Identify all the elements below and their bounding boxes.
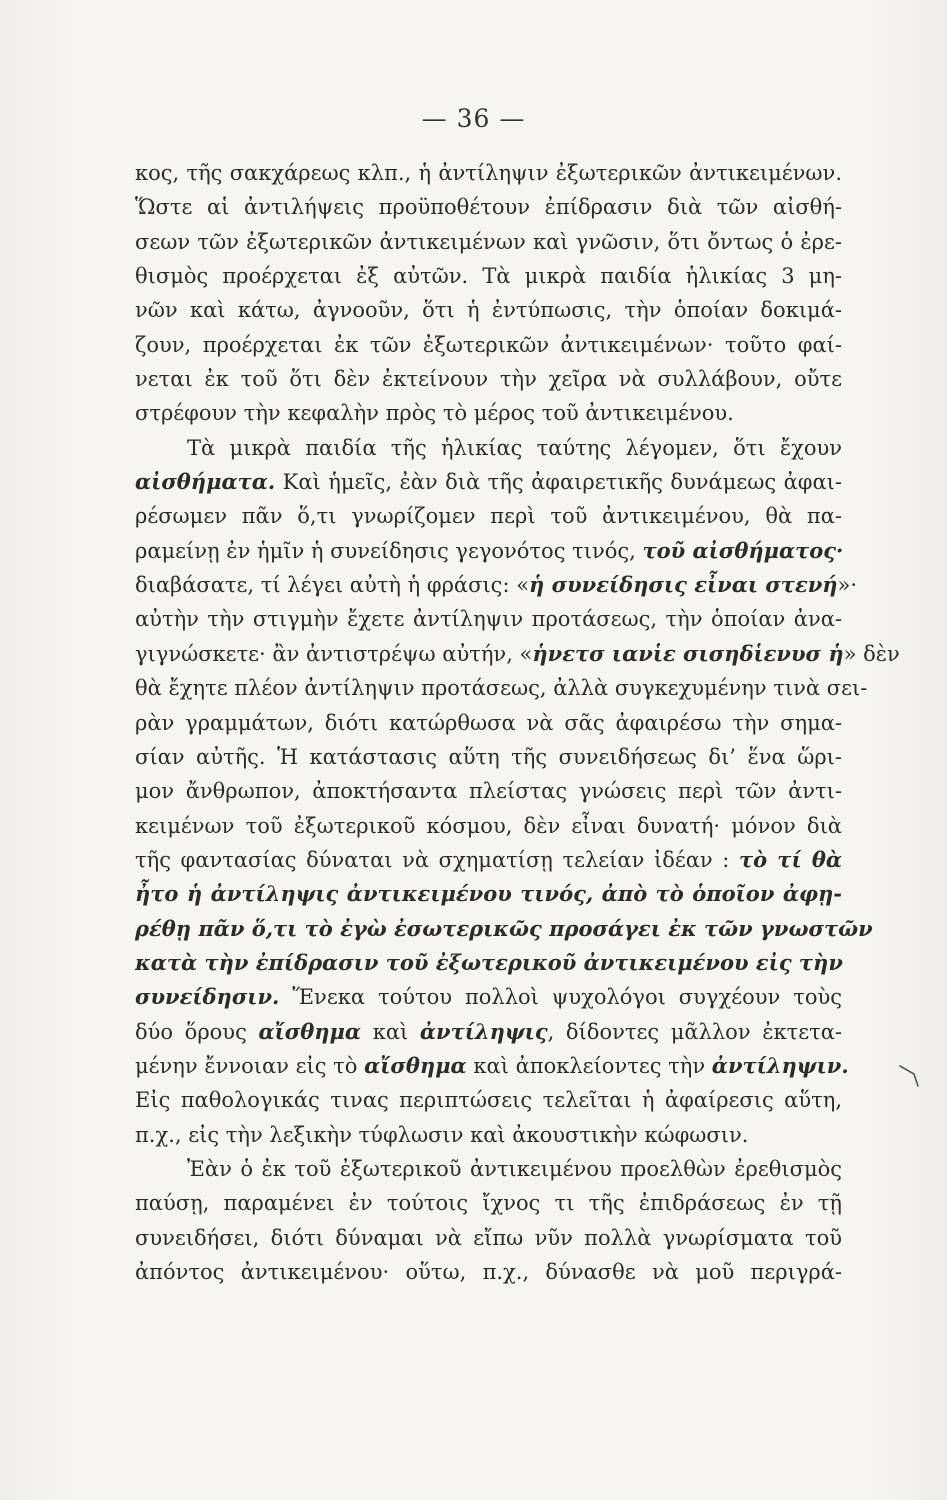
text-line-12 (135, 534, 842, 568)
text-segment: αὐτὴν τὴν στιγμὴν ἔχετε ἀντίληψιν προτάσεως, τὴν ὁποίαν ἀνα- (135, 607, 842, 632)
text-line-4 (135, 259, 842, 293)
text-line-30 (135, 1152, 842, 1186)
text-segment: Ἐὰν ὁ ἐκ τοῦ ἐξωτερικοῦ ἀντικειμένου προελθὼν ἐρεθισμὸς (187, 1156, 842, 1181)
text-segment: νῶν καὶ κάτω, ἀγνοοῦν, ὅτι ἡ ἐντύπωσις, τὴν ὁποίαν δοκιμά- (135, 298, 842, 323)
text-line-22 (135, 877, 842, 911)
text-segment: γιγνώσκετε· ἂν ἀντιστρέψω αὐτήν, « (135, 641, 533, 666)
text-line-21 (135, 843, 842, 877)
text-segment: ραμείνῃ ἐν ἡμῖν ἡ συνείδησις γεγονότος τινός, (135, 538, 643, 563)
emphasized-text: συνείδησιν. (135, 984, 280, 1010)
body-text (135, 156, 900, 1289)
text-line-26 (135, 1015, 842, 1049)
text-segment: καὶ ἀποκλείοντες τὴν (466, 1053, 712, 1078)
text-segment: » δὲν (843, 641, 900, 666)
text-segment: κος, τῆς σακχάρεως κλπ., ἡ ἀντίληψιν ἐξωτερικῶν ἀντικειμένων. (135, 161, 842, 185)
text-segment: θισμὸς προέρχεται ἐξ αὐτῶν. Τὰ μικρὰ παιδία ἡλικίας 3 μη- (135, 264, 842, 289)
emphasized-text: τὸ τί θὰ (738, 846, 843, 872)
emphasized-text: ρέθῃ πᾶν ὅ,τι τὸ ἐγὼ ἐσωτερικῶς προσάγει ἐκ τῶν γνωστῶν (135, 915, 873, 941)
text-line-23 (135, 912, 873, 946)
page-number: — 36 — (421, 104, 526, 133)
text-segment: Ἕνεκα τούτου πολλοὶ ψυχολόγοι συγχέουν τοὺς (279, 985, 842, 1010)
text-segment: θὰ ἔχητε πλέον ἀντίληψιν προτάσεως, ἀλλὰ συγκεχυμένην τινὰ σει- (135, 676, 868, 701)
text-segment: νεται ἐκ τοῦ ὅτι δὲν ἐκτείνουν τὴν χεῖρα νὰ συλλάβουν, οὔτε (135, 367, 842, 392)
text-line-11 (135, 499, 842, 533)
text-segment: τῆς φαντασίας δύναται νὰ σχηματίσῃ τελείαν ἰδέαν : (135, 847, 739, 872)
text-segment: καὶ (361, 1019, 420, 1044)
text-segment: ἀπόντος ἀντικειμένου· οὕτω, π.χ., δύνασθε νὰ μοῦ περιγρά- (135, 1260, 842, 1284)
text-segment: π.χ., εἰς τὴν λεξικὴν τύφλωσιν καὶ ἀκουστικὴν κώφωσιν. (135, 1122, 749, 1147)
emphasized-text: ἦτο ἡ ἀντίληψις ἀντικειμένου τινός, ἀπὸ τὸ ὁποῖον ἀφῃ- (135, 881, 842, 907)
text-line-18 (135, 740, 842, 774)
text-line-27 (135, 1049, 849, 1083)
emphasized-text: ἀντίληψις (419, 1018, 548, 1044)
text-segment: ρὰν γραμμάτων, διότι κατώρθωσα νὰ σᾶς ἀφαιρέσω τὴν σημα- (135, 710, 842, 735)
text-line-1 (135, 156, 842, 190)
text-segment: »· (837, 573, 858, 598)
text-segment: δύο ὅρους (135, 1019, 259, 1044)
text-line-28 (135, 1083, 842, 1117)
text-segment: στρέφουν τὴν κεφαλὴν πρὸς τὸ μέρος τοῦ ἀντικειμένου. (135, 401, 734, 426)
text-line-2 (135, 190, 842, 224)
text-segment: Τὰ μικρὰ παιδία τῆς ἡλικίας ταύτης λέγομεν, ὅτι ἔχουν (187, 435, 842, 460)
text-segment: μον ἄνθρωπον, ἀποκτήσαντα πλείστας γνώσεις περὶ τῶν ἀντι- (135, 779, 842, 804)
text-segment: μένην ἔννοιαν εἰς τὸ (135, 1053, 365, 1078)
text-line-5 (135, 293, 842, 327)
text-line-33 (135, 1255, 842, 1289)
text-line-8 (135, 396, 842, 430)
text-segment: , δίδοντες μᾶλλον ἐκτετα- (547, 1019, 843, 1044)
text-line-32 (135, 1221, 842, 1255)
text-line-17 (135, 706, 842, 740)
text-line-10 (135, 465, 842, 499)
text-segment: Καὶ ἡμεῖς, ἐὰν διὰ τῆς ἀφαιρετικῆς δυνάμεως ἀφαι- (275, 470, 842, 495)
text-segment: Ὥστε αἱ ἀντιλήψεις προϋποθέτουν ἐπίδρασιν διὰ τῶν αἰσθή- (135, 195, 842, 220)
emphasized-text: ἀντίληψιν. (711, 1052, 849, 1078)
text-segment: διαβάσατε, τί λέγει αὐτὴ ἡ φράσις: « (135, 573, 530, 598)
text-line-15 (135, 637, 900, 671)
text-line-29 (135, 1118, 842, 1152)
emphasized-text: αἰσθήματα. (135, 469, 276, 495)
emphasized-text: τοῦ αἰσθήματος· (642, 537, 844, 563)
text-line-14 (135, 602, 842, 636)
text-segment: σεων τῶν ἐξωτερικῶν ἀντικειμένων καὶ γνῶσιν, ὅτι ὄντως ὁ ἐρε- (135, 229, 842, 254)
margin-pencil-mark (898, 1062, 922, 1088)
text-line-13 (135, 568, 858, 602)
emphasized-text: αἴσθημα (364, 1052, 467, 1078)
emphasized-text: ἡνετσ ιανἱε σισηδἱενυσ ἡ (532, 640, 844, 666)
emphasized-text: κατὰ τὴν ἐπίδρασιν τοῦ ἐξωτερικοῦ ἀντικειμένου εἰς τὴν (135, 949, 843, 975)
text-segment: παύσῃ, παραμένει ἐν τούτοις ἴχνος τι τῆς ἐπιδράσεως ἐν τῇ (135, 1191, 842, 1216)
text-segment: ρέσωμεν πᾶν ὅ,τι γνωρίζομεν περὶ τοῦ ἀντικειμένου, θὰ πα- (135, 504, 842, 529)
text-segment: συνειδήσει, διότι δύναμαι νὰ εἴπω νῦν πολλὰ γνωρίσματα τοῦ (135, 1225, 842, 1250)
text-line-20 (135, 809, 842, 843)
text-line-6 (135, 328, 842, 362)
text-line-9 (135, 431, 842, 465)
text-line-7 (135, 362, 842, 396)
text-line-25 (135, 980, 842, 1014)
text-line-3 (135, 225, 842, 259)
text-segment: Εἰς παθολογικάς τινας περιπτώσεις τελεῖται ἡ ἀφαίρεσις αὕτη, (135, 1088, 842, 1113)
text-segment: κειμένων τοῦ ἐξωτερικοῦ κόσμου, δὲν εἶναι δυνατή· μόνον διὰ (135, 813, 842, 838)
text-segment: σίαν αὐτῆς. Ἡ κατάστασις αὕτη τῆς συνειδήσεως δι’ ἕνα ὥρι- (135, 744, 842, 769)
emphasized-text: ἡ συνείδησις εἶναι στενή (529, 572, 838, 598)
text-line-24 (135, 946, 842, 980)
text-segment: ζουν, προέρχεται ἐκ τῶν ἐξωτερικῶν ἀντικειμένων· τοῦτο φαί- (135, 332, 842, 357)
text-line-19 (135, 774, 842, 808)
text-line-16 (135, 671, 868, 705)
text-line-31 (135, 1186, 842, 1220)
emphasized-text: αἴσθημα (258, 1018, 362, 1044)
